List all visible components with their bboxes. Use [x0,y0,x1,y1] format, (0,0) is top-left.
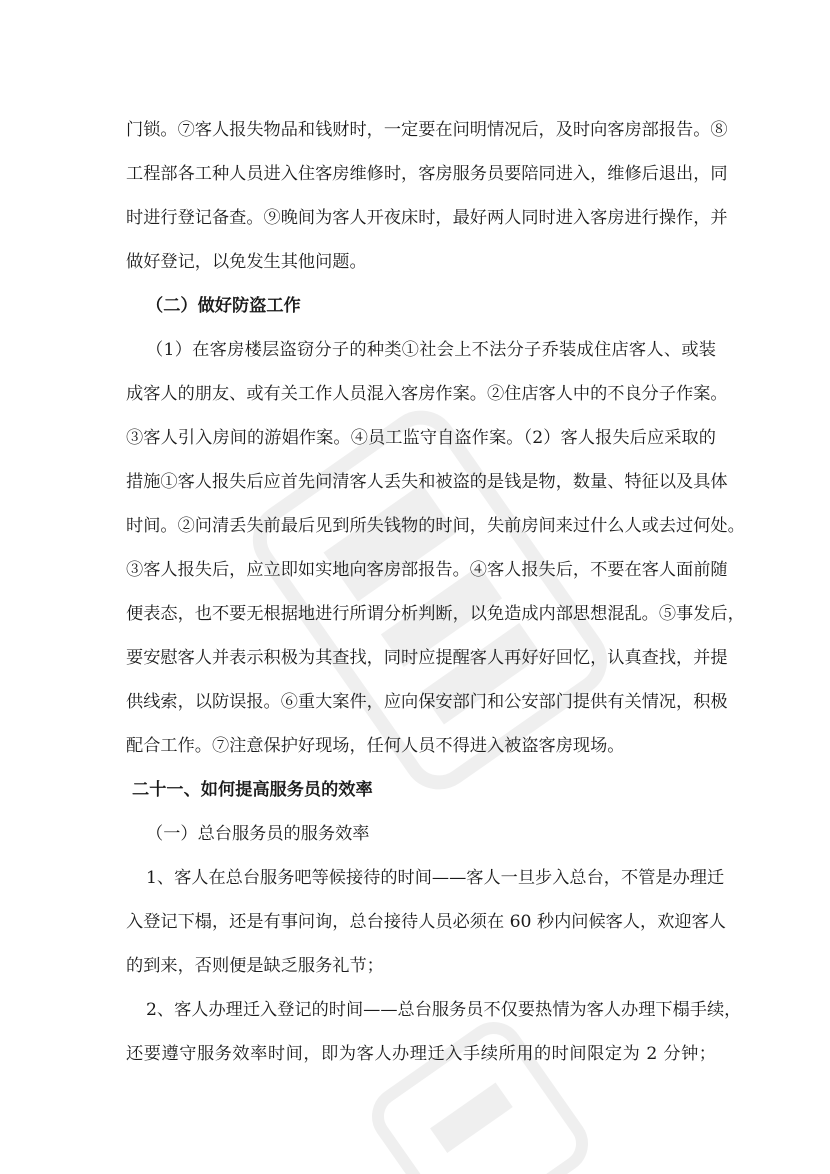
text-line: 入登记下榻，还是有事问询，总台接待人员必须在 60 秒内问候客人，欢迎客人 [126,912,726,932]
text-line: 供线索，以防误报。⑥重大案件，应向保安部门和公安部门提供有关情况，积极 [126,692,728,712]
text-line: 时间。②问清丢失前最后见到所失钱物的时间，失前房间来过什么人或去过何处。 [126,516,745,536]
text-line: 时进行登记备查。⑨晚间为客人开夜床时，最好两人同时进入客房进行操作，并 [126,208,728,228]
text-line: 工程部各工种人员进入住客房维修时，客房服务员要陪同进入，维修后退出，同 [126,164,728,184]
text-line: 要安慰客人并表示积极为其查找，同时应提醒客人再好好回忆，认真查找，并提 [126,648,728,668]
text-line: ③客人报失后，应立即如实地向客房部报告。④客人报失后，不要在客人面前随 [126,560,728,580]
text-line: 成客人的朋友、或有关工作人员混入客房作案。②住店客人中的不良分子作案。 [126,384,728,404]
text-line: 的到来，否则便是缺乏服务礼节； [126,956,384,976]
text-line: 门锁。⑦客人报失物品和钱财时，一定要在问明情况后，及时向客房部报告。⑧ [126,120,728,140]
text-line: ③客人引入房间的游娼作案。④员工监守自盗作案。（2）客人报失后应采取的 [126,428,716,448]
text-line: （1）在客房楼层盗窃分子的种类①社会上不法分子乔装成住店客人、或装 [146,340,716,360]
chapter-heading: 二十一、如何提高服务员的效率 [132,780,373,800]
text-line: 措施①客人报失后应首先问清客人丢失和被盗的是钱是物，数量、特征以及具体 [126,472,728,492]
subsection-heading: （一）总台服务员的服务效率 [146,824,370,844]
text-line: 还要遵守服务效率时间，即为客人办理迁入手续所用的时间限定为 2 分钟； [126,1044,716,1064]
text-line: 配合工作。⑦注意保护好现场，任何人员不得进入被盗客房现场。 [126,736,625,756]
text-line: 便表态，也不要无根据地进行所谓分析判断，以免造成内部思想混乱。⑤事发后， [126,604,745,624]
document-body [126,108,745,1076]
section-heading: （二）做好防盗工作 [146,296,301,316]
text-line: 做好登记，以免发生其他问题。 [126,252,367,272]
text-line: 2、客人办理迁入登记的时间——总台服务员不仅要热情为客人办理下榻手续， [146,1000,742,1020]
text-line: 1、客人在总台服务吧等候接待的时间——客人一旦步入总台，不管是办理迁 [146,868,725,888]
